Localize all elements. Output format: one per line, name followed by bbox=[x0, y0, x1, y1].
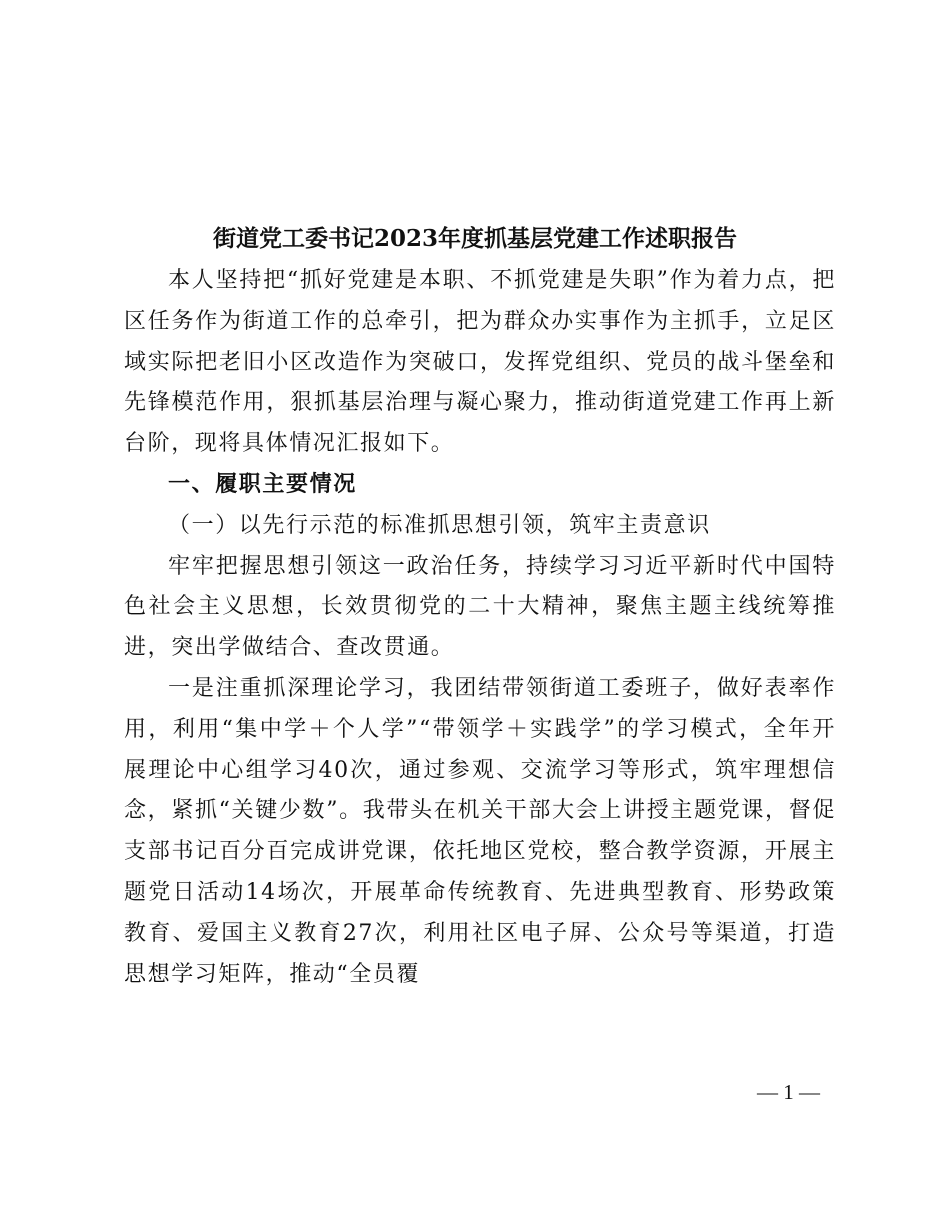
intro-paragraph: 本人坚持把“抓好党建是本职、不抓党建是失职”作为着力点，把区任务作为街道工作的总牵引，把为群众办实事作为主抓手，立足区域实际把老旧小区改造作为突破口，发挥党组织、党员的战斗堡垒和先锋模范作用，狠抓基层治理与凝心聚力，推动街道党建工作再上新台阶，现将具体情况汇报如下。 bbox=[124, 268, 836, 457]
document-title: 街道党工委书记2023年度抓基层党建工作述职报告 bbox=[212, 225, 737, 252]
subsection-heading: （一）以先行示范的标准抓思想引领，筑牢主责意识 bbox=[168, 512, 711, 538]
document-body bbox=[124, 261, 836, 995]
body-paragraph: 牢牢把握思想引领这一政治任务，持续学习习近平新时代中国特色社会主义思想，长效贯彻党的二十大精神，聚焦主题主线统筹推进，突出学做结合、查改贯通。 bbox=[124, 553, 836, 661]
section-heading: 一、履职主要情况 bbox=[168, 471, 357, 497]
page-number: — 1 — bbox=[757, 1080, 820, 1104]
body-paragraph: 一是注重抓深理论学习，我团结带领街道工委班子，做好表率作用，利用“集中学＋个人学”“带领学＋实践学”的学习模式，全年开展理论中心组学习40次，通过参观、交流学习等形式，筑牢理想信念，紧抓“关键少数”。我带头在机关干部大会上讲授主题党课，督促支部书记百分百完成讲党课，依托地区党校，整合教学资源，开展主题党日活动14场次，开展革命传统教育、先进典型教育、形势政策教育、爱国主义教育27次，利用社区电子屏、公众号等渠道，打造思想学习矩阵，推动“全员覆 bbox=[124, 675, 836, 987]
